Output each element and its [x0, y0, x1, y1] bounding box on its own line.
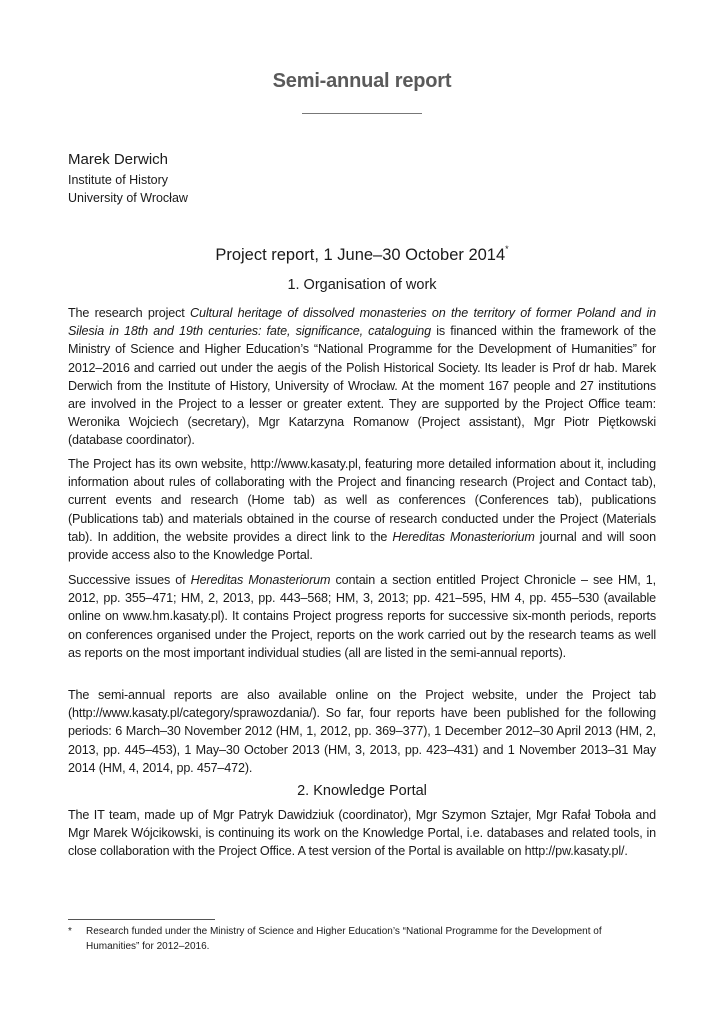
paragraph-text: journal and will soon provide access also to the Knowledge Portal.	[68, 529, 656, 563]
paragraph-text: The IT team, made up of Mgr Patryk Dawidziuk (coordinator), Mgr Szymon Sztajer, Mgr Rafał Toboła and Mgr Marek Wójcikowski, is continuing its work on the Knowledge Portal, i.e. databases and related tools, in close collaboration with the Project Office. A test version of the Portal is available on http://pw.kasaty.pl/.	[68, 808, 656, 859]
paragraph-text: Successive issues of	[68, 573, 191, 587]
journal-title-italic: Hereditas Monasteriorium	[392, 529, 535, 544]
title-divider	[302, 113, 422, 114]
paragraph-text: contain a section entitled Project Chronicle – see HM, 1, 2012, pp. 355–471; HM, 2, 2013, pp. 443–568; HM, 3, 2013; pp. 421–595, HM 4, pp. 455–530 (available online on www.hm.kasaty.pl). It contains Project progress reports for successive six-month periods, reports on conferences organised under the Project, reports on the work carried out by the research teams as well as reports on the most important individual studies (all are listed in the semi-annual reports).	[68, 573, 656, 660]
paragraph-project-chronicle	[68, 571, 656, 662]
paragraph-text: The Project has its own website, http://www.kasaty.pl, featuring more detailed information about it, including information about rules of collaborating with the Project and financing research (Project and Contact tab), current events and research (Home tab) as well as conferences (Conferences tab), publications (Publications tab) and materials obtained in the course of research conducted under the Project (Materials tab). In addition, the website provides a direct link to the	[68, 457, 656, 544]
report-title-text: Project report, 1 June–30 October 2014	[215, 246, 506, 264]
footnote-text: Research funded under the Ministry of Science and Higher Education’s “National Programme for the Development of Humanities” for 2012–2016.	[86, 926, 602, 952]
author-institute: Institute of History	[68, 173, 169, 187]
footnote-reference[interactable]: *	[505, 244, 509, 254]
author-name: Marek Derwich	[68, 151, 169, 168]
paragraph-text: The research project	[68, 306, 191, 320]
footnote-marker: *	[68, 926, 72, 937]
paragraph-text: The semi-annual reports are also available online on the Project website, under the Project tab (http://www.kasaty.pl/category/sprawozdania/). So far, four reports have been published for the following periods: 6 March–30 November 2012 (HM, 1, 2012, pp. 369–377), 1 December 2012–30 April 2013 (HM, 2, 2013, pp. 445–453), 1 May–30 October 2013 (HM, 3, 2013, pp. 423–431) and 1 November 2013–31 May 2014 (HM, 4, 2014, pp. 457–472).	[68, 688, 656, 775]
paragraph-it-team	[68, 806, 656, 861]
paragraph-website	[68, 455, 656, 564]
journal-title-italic: Hereditas Monasteriorum	[190, 573, 331, 587]
report-title	[68, 246, 656, 265]
footnote-divider	[68, 919, 215, 920]
author-university: University of Wrocław	[68, 191, 188, 205]
paragraph-project-description	[68, 304, 656, 450]
paragraph-text: is financed within the framework of the Ministry of Science and Higher Education’s “National Programme for the Development of Humanities” for 2012–2016 and carried out under the aegis of the Polish Historical Society. Its leader is Prof dr hab. Marek Derwich from the Institute of History, University of Wrocław. At the moment 167 people and 27 institutions are involved in the Project to a lesser or greater extent. They are supported by the Project Office team: Weronika Wojciech (secretary), Mgr Katarzyna Romanow (Project assistant), Mgr Piotr Piętkowski (database coordinator).	[68, 324, 656, 448]
project-title-italic: Cultural heritage of dissolved monasteries on the territory of former Poland and in Silesia in 18th and 19th centuries: fate, significance, cataloguing	[68, 306, 656, 339]
section-heading-organisation: 1. Organisation of work	[287, 277, 437, 293]
document-title: Semi-annual report	[272, 70, 452, 92]
section-heading-knowledge-portal: 2. Knowledge Portal	[297, 783, 427, 799]
paragraph-semi-annual-reports	[68, 686, 656, 777]
